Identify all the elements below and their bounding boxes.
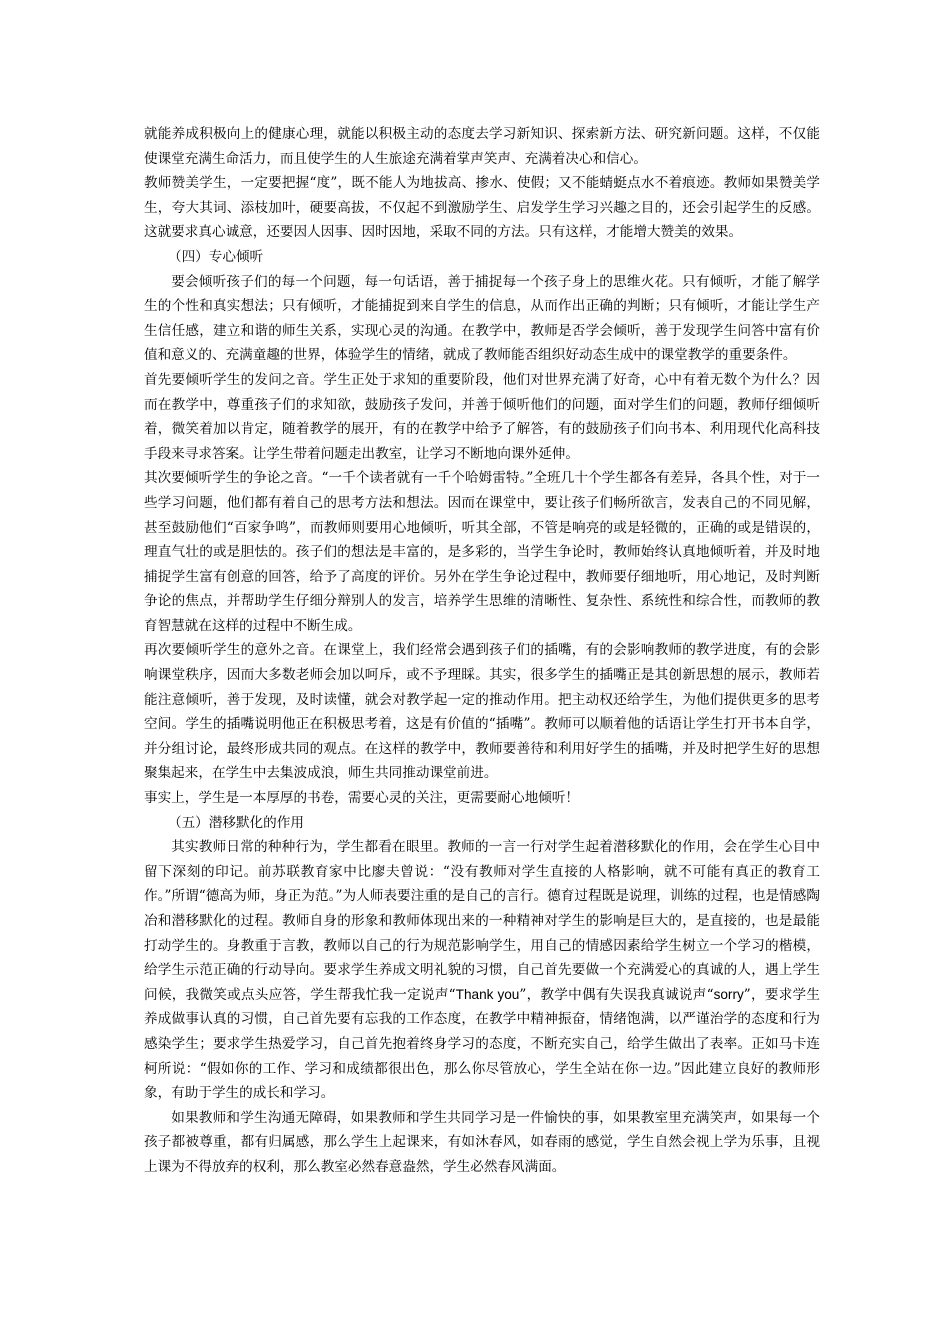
paragraph: 首先要倾听学生的发问之音。学生正处于求知的重要阶段，他们对世界充满了好奇，心中有着无数个为什么？因而在教学中，尊重孩子们的求知欲，鼓励孩子发问，并善于倾听他们的问题，面对学生们的问题，教师仔细倾听着，微笑着加以肯定，随着教学的展开，有的在教学中给予了解答，有的鼓励孩子们向书本、利用现代化高科技手段来寻求答案。让学生带着问题走出教室，让学习不断地向课外延伸。: [144, 371, 820, 462]
section-heading: （五）潜移默化的作用: [168, 814, 304, 831]
paragraph-text: ”，要求学生养成做事认真的习惯，自己首先要有忘我的工作态度，在教学中精神振奋，情绪饱满，以严谨治学的态度和行为感染学生；要求学生热爱学习，自己首先抱着终身学习的态度，不断充实自己，给学生做出了表率。正如马卡连柯所说：“假如你的工作、学习和成绩都很出色，那么你尽管放心，学生全站在你一边。”因此建立良好的教师形象，有助于学生的成长和学习。: [144, 986, 820, 1102]
section-heading: （四）专心倾听: [168, 248, 264, 265]
paragraph: [144, 835, 820, 1106]
paragraph: 其次要倾听学生的争论之音。“一千个读者就有一千个哈姆雷特。”全班几十个学生都各有差异，各具个性，对于一些学习问题，他们都有着自己的思考方法和想法。因而在课堂中，要让孩子们畅所欲言，发表自己的不同见解，甚至鼓励他们“百家争鸣”，而教师则要用心地倾听，听其全部，不管是响亮的或是轻微的，正确的或是错误的，理直气壮的或是胆怯的。孩子们的想法是丰富的，是多彩的，当学生争论时，教师始终认真地倾听着，并及时地捕捉学生富有创意的回答，给予了高度的评价。另外在学生争论过程中，教师要仔细地听，用心地记，及时判断争论的焦点，并帮助学生仔细分辩别人的发言，培养学生思维的清晰性、复杂性、系统性和综合性，而教师的教育智慧就在这样的过程中不断生成。: [144, 470, 820, 634]
paragraph-text: ”，教学中偶有失误我真诚说声“: [519, 986, 714, 1003]
english-phrase: Thank you: [455, 986, 520, 1002]
paragraph: 教师赞美学生，一定要把握“度”，既不能人为地拔高、掺水、使假；又不能蜻蜓点水不着痕迹。教师如果赞美学生，夸大其词、添枝加叶，硬要高拔，不仅起不到激励学生、启发学生学习兴趣之目的，还会引起学生的反感。这就要求真心诚意，还要因人因事、因时因地，采取不同的方法。只有这样，才能增大赞美的效果。: [144, 175, 820, 241]
paragraph: 如果教师和学生沟通无障碍，如果教师和学生共同学习是一件愉快的事，如果教室里充满笑声，如果每一个孩子都被尊重，都有归属感，那么学生上起课来，有如沐春风，如春雨的感觉，学生自然会视上学为乐事，且视上课为不得放弃的权利，那么教室必然春意盎然，学生必然春风满面。: [144, 1109, 820, 1175]
paragraph: 再次要倾听学生的意外之音。在课堂上，我们经常会遇到孩子们的插嘴，有的会影响教师的教学进度，有的会影响课堂秩序，因而大多数老师会加以呵斥，或不予理睬。其实，很多学生的插嘴正是其创新思想的展示，教师若能注意倾听，善于发现，及时读懂，就会对教学起一定的推动作用。把主动权还给学生，为他们提供更多的思考空间。学生的插嘴说明他正在积极思考着，这是有价值的“插嘴”。教师可以顺着他的话语让学生打开书本自学，并分组讨论，最终形成共同的观点。在这样的教学中，教师要善待和利用好学生的插嘴，并及时把学生好的思想聚集起来，在学生中去集波成浪，师生共同推动课堂前进。: [144, 642, 820, 782]
paragraph: 要会倾听孩子们的每一个问题，每一句话语，善于捕捉每一个孩子身上的思维火花。只有倾听，才能了解学生的个性和真实想法；只有倾听，才能捕捉到来自学生的信息，从而作出正确的判断；只有倾听，才能让学生产生信任感，建立和谐的师生关系，实现心灵的沟通。在教学中，教师是否学会倾听，善于发现学生问答中富有价值和意义的、充满童趣的世界，体验学生的情绪，就成了教师能否组织好动态生成中的课堂教学的重要条件。: [144, 273, 820, 364]
english-phrase: sorry: [713, 986, 744, 1002]
document-body: [144, 122, 820, 1180]
paragraph: 事实上，学生是一本厚厚的书卷，需要心灵的关注，更需要耐心地倾听！: [144, 790, 579, 807]
paragraph-text: 其实教师日常的种种行为，学生都看在眼里。教师的一言一行对学生起着潜移默化的作用，会在学生心目中留下深刻的印记。前苏联教育家中比廖夫曾说：“没有教师对学生直接的人格影响，就不可能有真正的教育工作。”所谓“德高为师，身正为范。”为人师表要注重的是自己的言行。德育过程既是说理，训练的过程，也是情感陶冶和潜移默化的过程。教师自身的形象和教师体现出来的一种精神对学生的影响是巨大的，是直接的，也是最能打动学生的。身教重于言教，教师以自己的行为规范影响学生，用自己的情感因素给学生树立一个学习的楷模，给学生示范正确的行动导向。要求学生养成文明礼貌的习惯，自己首先要做一个充满爱心的真诚的人，遇上学生问候，我微笑或点头应答，学生帮我忙我一定说声“: [144, 839, 820, 1003]
paragraph: 就能养成积极向上的健康心理，就能以积极主动的态度去学习新知识、探索新方法、研究新问题。这样，不仅能使课堂充满生命活力，而且使学生的人生旅途充满着掌声笑声、充满着决心和信心。: [144, 126, 820, 167]
